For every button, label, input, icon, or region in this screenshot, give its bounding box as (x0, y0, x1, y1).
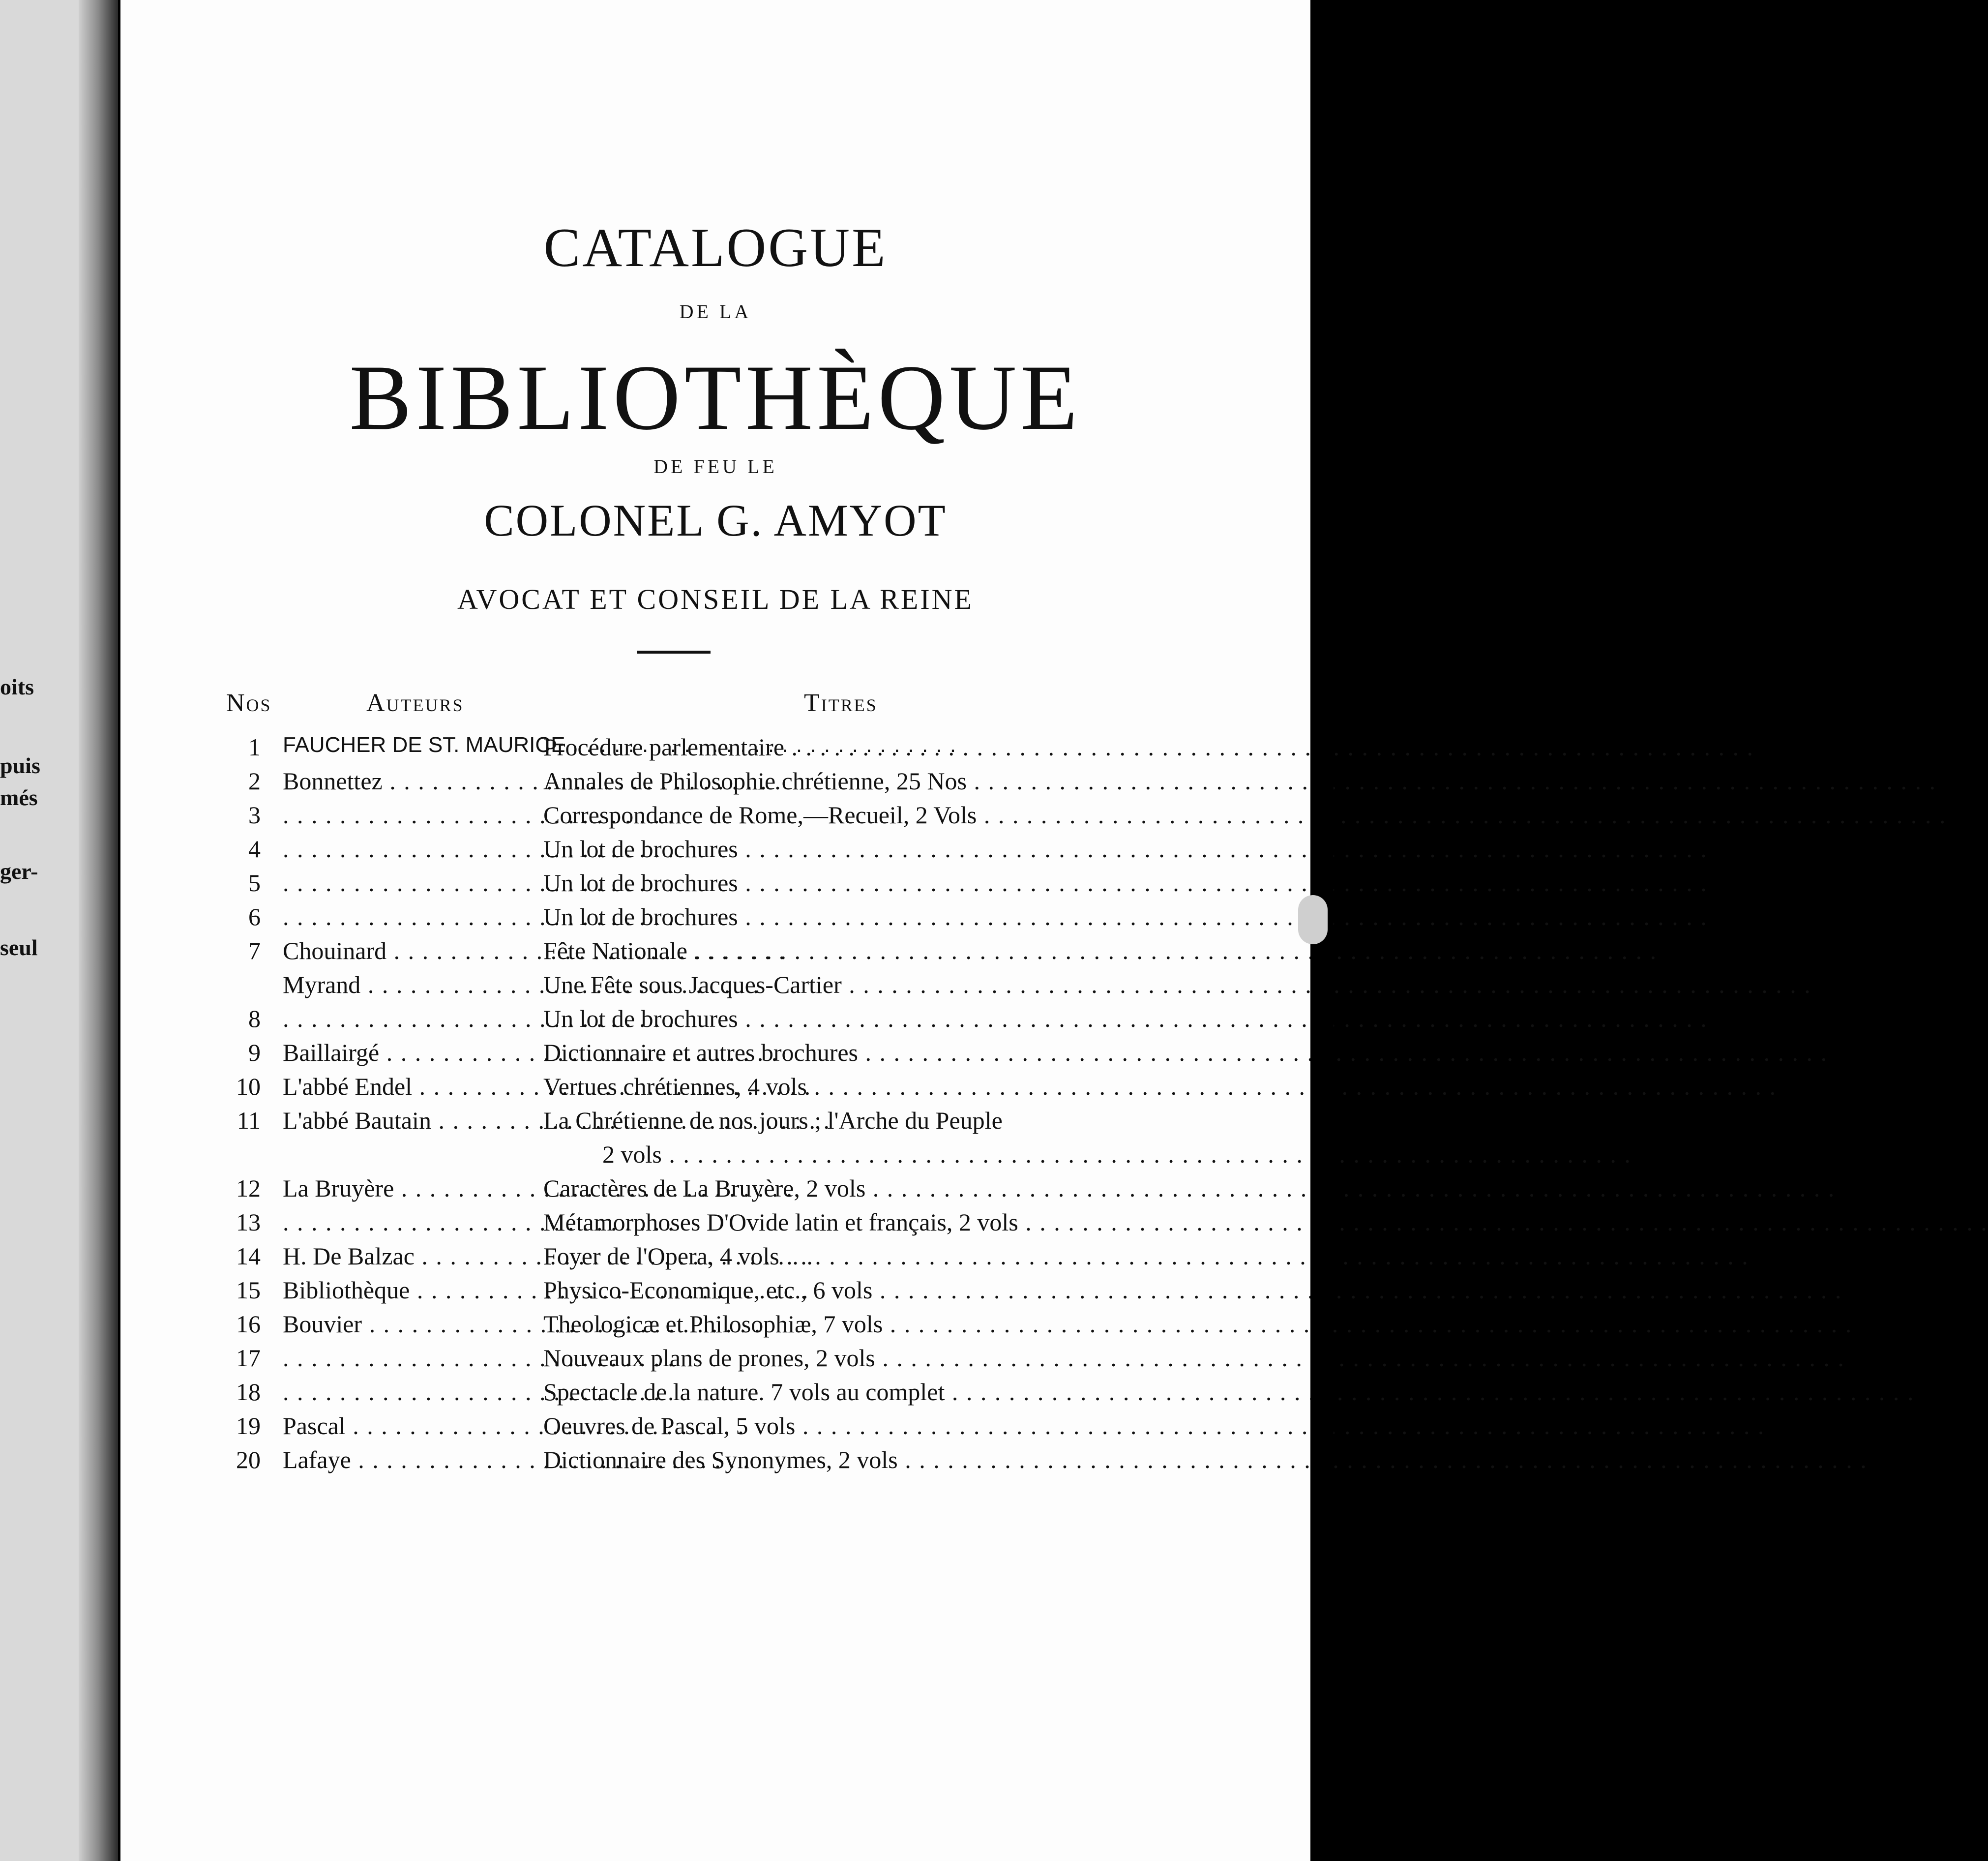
table-row (120, 970, 1310, 1004)
margin-fragment: oits (0, 674, 34, 699)
row-number: 5 (248, 869, 261, 897)
row-number: 17 (236, 1344, 261, 1372)
catalogue-table (120, 733, 1310, 1479)
row-number: 10 (236, 1073, 261, 1100)
table-row (120, 1174, 1310, 1208)
table-row (120, 1242, 1310, 1276)
table-row (120, 733, 1310, 767)
table-row (120, 1106, 1310, 1140)
table-row (120, 1344, 1310, 1378)
row-title: Un lot de brochures . . . (543, 869, 1133, 897)
row-title: La Chrétienne de nos jours ; l'Arche du Peuple (543, 1107, 1003, 1134)
column-header-auteurs: Auteurs (366, 689, 464, 717)
table-row (120, 767, 1310, 801)
row-author: Chouinard . . . (283, 936, 514, 965)
row-number: 7 (248, 937, 261, 964)
column-header-nos: Nos (226, 689, 272, 717)
row-author (283, 869, 514, 897)
row-author: Bouvier . . . (283, 1310, 514, 1338)
title-occupation: AVOCAT ET CONSEIL DE LA REINE (457, 583, 974, 615)
row-number: 9 (248, 1039, 261, 1066)
row-number: 11 (237, 1107, 261, 1134)
row-number: 6 (248, 903, 261, 930)
row-title: Fête Nationale . . . (543, 936, 1133, 965)
row-author: Baillairgé . . . (283, 1038, 514, 1067)
row-number: 12 (236, 1174, 261, 1202)
margin-fragment: més (0, 785, 38, 810)
row-title: Un lot de brochures . . . (543, 902, 1133, 931)
row-author: Lafaye . . . (283, 1445, 514, 1474)
row-number: 18 (236, 1378, 261, 1406)
table-row-continuation (120, 1140, 1310, 1174)
margin-fragment: seul (0, 935, 38, 960)
table-row (120, 936, 1310, 970)
row-title: Nouveaux plans de prones, 2 vols . . . (543, 1344, 1133, 1372)
table-row (120, 902, 1310, 936)
table-row (120, 1445, 1310, 1479)
row-number: 14 (236, 1242, 261, 1270)
row-number: 13 (236, 1208, 261, 1236)
table-row (120, 1208, 1310, 1242)
row-number: 3 (248, 801, 261, 829)
row-title: Oeuvres de Pascal, 5 vols . . . (543, 1411, 1133, 1440)
table-row (120, 1072, 1310, 1106)
adjacent-page-strip (0, 0, 118, 1861)
catalogue-page (120, 0, 1310, 1861)
row-author: La Bruyère . . . (283, 1174, 514, 1202)
row-author: Pascal . . . (283, 1411, 514, 1440)
column-header-titres: Titres (804, 689, 878, 717)
row-number: 1 (248, 733, 261, 761)
row-title: Procédure parlementaire . . . (543, 733, 1133, 761)
row-author (283, 1004, 514, 1033)
row-author: H. De Balzac . . . (283, 1242, 514, 1270)
row-author (283, 1344, 514, 1372)
row-title: Caractères de La Bruyère, 2 vols . . . (543, 1174, 1133, 1202)
table-row (120, 1038, 1310, 1072)
row-number: 19 (236, 1412, 261, 1440)
row-number: 16 (236, 1310, 261, 1338)
row-number: 15 (236, 1276, 261, 1304)
row-title: Spectacle de la nature. 7 vols au complet . . . (543, 1378, 1133, 1406)
row-author: Myrand . . . (283, 970, 514, 999)
row-title: Dictionnaire et autres brochures . . . (543, 1038, 1133, 1067)
title-de-la: DE LA (679, 300, 752, 323)
row-title: Dictionnaire des Synonymes, 2 vols . . . (543, 1445, 1133, 1474)
table-row (120, 835, 1310, 869)
row-author: Bibliothèque . . . (283, 1276, 514, 1304)
table-row (120, 1004, 1310, 1038)
margin-fragment: ger- (0, 859, 38, 884)
title-bibliotheque: BIBLIOTHÈQUE (349, 346, 1082, 450)
row-title: Physico-Economique, etc., 6 vols . . . (543, 1276, 1133, 1304)
row-author: Bonnettez . . . (283, 767, 514, 795)
row-title-continuation: 2 vols . . . (602, 1140, 1133, 1169)
title-de-feu-le: DE FEU LE (653, 455, 777, 478)
table-row (120, 1276, 1310, 1310)
row-title: Métamorphoses D'Ovide latin et français, 2 vols . . . (543, 1208, 1133, 1236)
row-author (283, 902, 514, 931)
table-row (120, 869, 1310, 902)
page-gutter-shadow (79, 0, 118, 1861)
row-number: 8 (248, 1005, 261, 1032)
row-title: Annales de Philosophie chrétienne, 25 Nos . . . (543, 767, 1133, 795)
row-author: L'abbé Bautain . . . (283, 1106, 514, 1135)
row-number: 4 (248, 835, 261, 863)
row-title: Theologicæ et Philosophiæ, 7 vols . . . (543, 1310, 1133, 1338)
row-author (283, 1208, 514, 1236)
row-title: Vertues chrétiennes, 4 vols . . . (543, 1072, 1133, 1101)
row-title: Un lot de brochures . . . (543, 835, 1133, 863)
row-author: FAUCHER DE ST. MAURICE . . . (283, 733, 514, 757)
page-tab-mark (1298, 895, 1328, 944)
row-number: 20 (236, 1446, 261, 1473)
table-row (120, 801, 1310, 835)
row-title: Foyer de l'Opera, 4 vols . . . (543, 1242, 1133, 1270)
margin-fragment: puis (0, 753, 40, 778)
title-catalogue: CATALOGUE (543, 217, 888, 278)
table-row (120, 1378, 1310, 1411)
row-title: Correspondance de Rome,—Recueil, 2 Vols . . . (543, 801, 1133, 829)
title-colonel-name: COLONEL G. AMYOT (484, 495, 947, 545)
row-title: Une Fête sous Jacques-Cartier . . . (543, 970, 1133, 999)
row-author (283, 1378, 514, 1406)
row-author (283, 801, 514, 829)
table-row (120, 1310, 1310, 1344)
row-title: Un lot de brochures . . . (543, 1004, 1133, 1033)
title-divider (637, 651, 711, 654)
row-author: L'abbé Endel . . . (283, 1072, 514, 1101)
table-row (120, 1411, 1310, 1445)
row-author (283, 835, 514, 863)
row-number: 2 (248, 767, 261, 795)
